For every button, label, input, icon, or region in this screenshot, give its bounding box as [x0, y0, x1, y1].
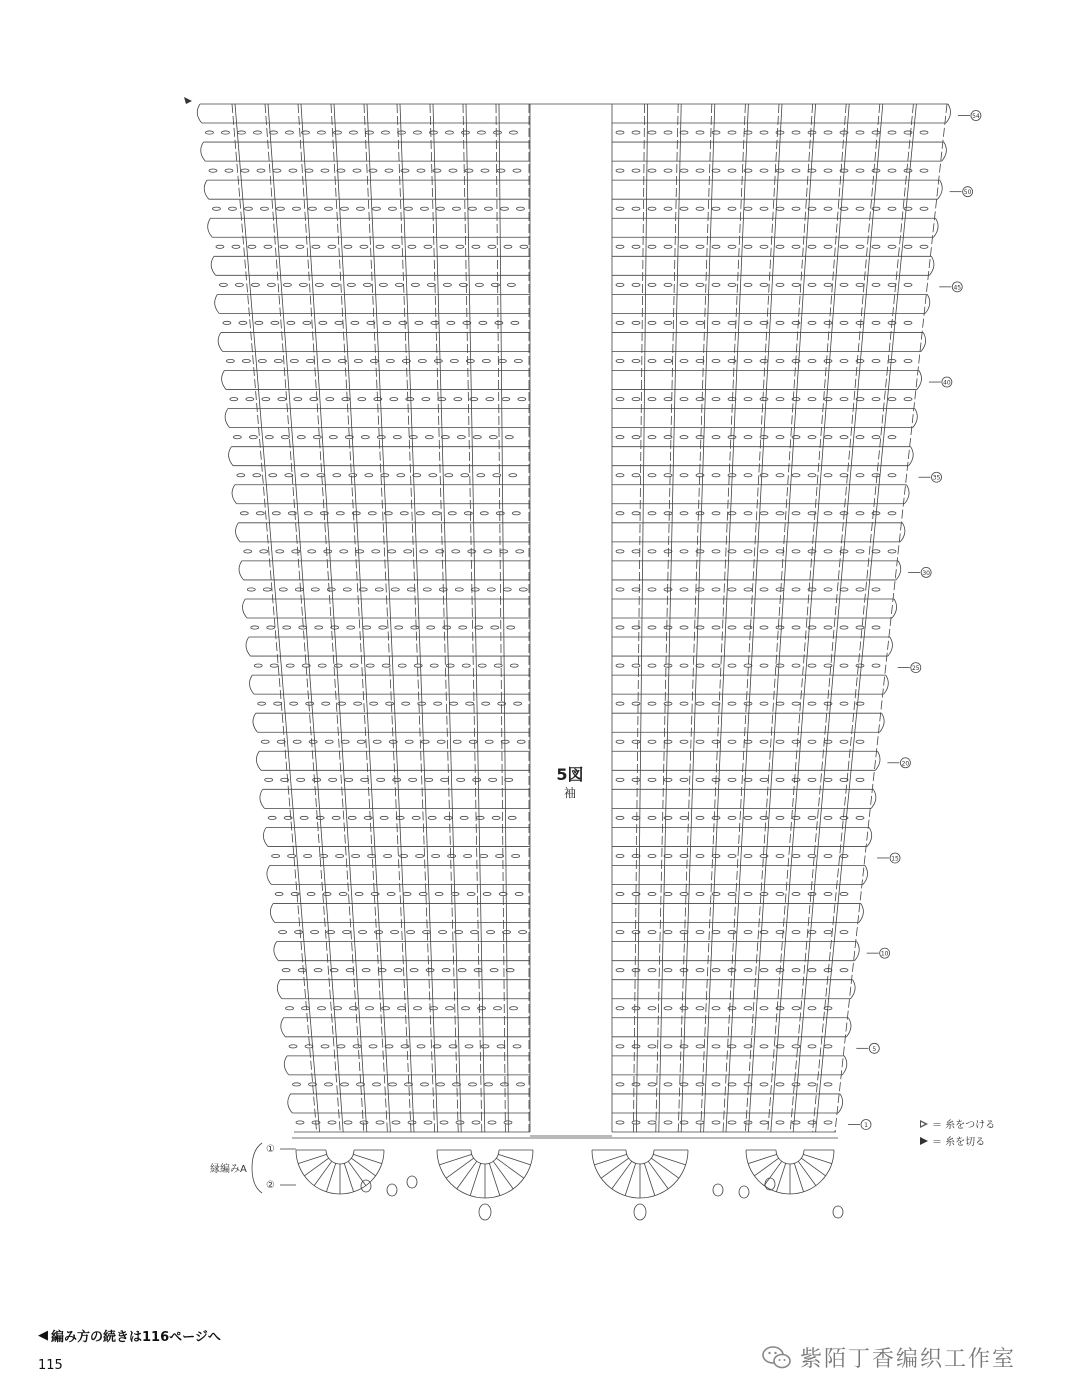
edging-motifs — [252, 1138, 843, 1220]
row-marker-text: 1 — [864, 1121, 868, 1129]
continued-note — [38, 1326, 221, 1345]
row-marker-54 — [958, 111, 981, 121]
row-marker-5 — [856, 1043, 879, 1053]
row-marker-text: 40 — [943, 379, 951, 387]
row-marker-text: 20 — [901, 760, 910, 768]
edging-row-label: ① — [266, 1144, 275, 1155]
row-markers — [848, 111, 981, 1130]
row-marker-text: 15 — [891, 855, 899, 863]
edging-label: 縁編みA — [210, 1164, 247, 1175]
row-marker-text: 30 — [922, 569, 930, 577]
row-marker-text: 35 — [932, 474, 941, 482]
row-marker-text: 50 — [963, 189, 972, 197]
row-marker-50 — [950, 187, 973, 197]
chart-title: 5図 — [556, 765, 584, 784]
row-marker-35 — [919, 472, 942, 482]
start-thread-marker — [184, 97, 192, 104]
wechat-icon — [762, 1345, 792, 1371]
chart-subtitle: 袖 — [563, 786, 576, 800]
row-marker-30 — [908, 567, 931, 577]
legend-attach-yarn — [920, 1116, 1050, 1131]
left-arrow-icon: ◀ — [38, 1328, 48, 1343]
watermark — [762, 1342, 1016, 1373]
row-marker-1 — [848, 1119, 871, 1129]
filled-triangle-icon — [920, 1137, 928, 1145]
watermark-text: 紫陌丁香编织工作室 — [800, 1347, 1017, 1372]
legend-cut-yarn — [920, 1133, 1050, 1148]
legend-attach-text: ＝ 糸をつける — [932, 1120, 996, 1131]
row-marker-text: 5 — [872, 1045, 877, 1053]
row-marker-text: 45 — [953, 284, 962, 292]
row-marker-40 — [929, 377, 952, 387]
row-marker-25 — [898, 663, 921, 673]
continued-note-text: 編み方の続きは116ページへ — [51, 1330, 221, 1345]
row-marker-20 — [887, 758, 910, 768]
row-marker-text: 10 — [880, 950, 889, 958]
row-marker-text: 54 — [972, 113, 980, 121]
row-marker-text: 25 — [911, 665, 920, 673]
page-number: 115 — [38, 1358, 63, 1373]
stitch-grid — [197, 104, 950, 1136]
legend-cut-text: ＝ 糸を切る — [932, 1137, 986, 1148]
edging-row-label: ② — [266, 1180, 275, 1191]
row-marker-45 — [939, 282, 962, 292]
row-marker-15 — [877, 853, 900, 863]
row-marker-10 — [867, 948, 890, 958]
open-triangle-icon — [920, 1120, 928, 1128]
